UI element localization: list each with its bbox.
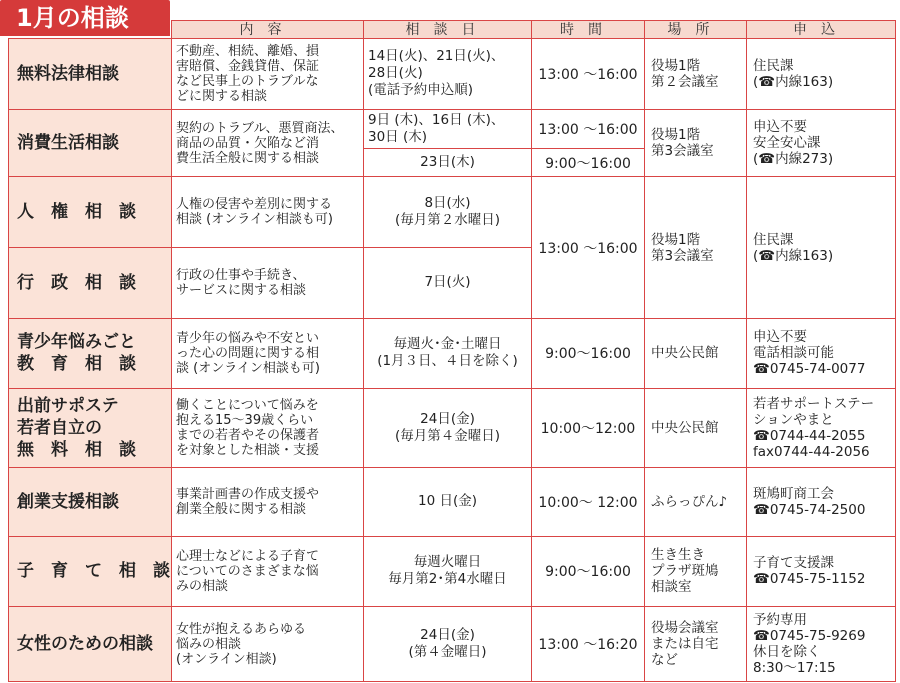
table-row: [9, 39, 896, 110]
apply-line: 申込不要: [753, 329, 807, 346]
apply-cell: [747, 607, 896, 682]
description-line: 相談 (オンライン相談も可): [176, 212, 333, 228]
apply-line: fax0744-44-2056: [753, 444, 870, 461]
table-header-row: [9, 21, 896, 39]
description-line: など民事上のトラブルな: [176, 73, 319, 89]
apply-line: 斑鳩町商工会: [753, 485, 834, 502]
date-cell: [364, 607, 532, 682]
category-cell: [9, 468, 172, 537]
header-corner: [9, 21, 172, 39]
date-line: 毎週火曜日: [413, 554, 482, 571]
category-cell: [9, 536, 172, 607]
place-line: 相談室: [651, 579, 692, 596]
date-line: (電話予約申込順): [368, 82, 474, 99]
date-cell: [364, 536, 532, 607]
place-line: 第3会議室: [651, 247, 714, 264]
date-line: (第４金曜日): [408, 644, 487, 661]
column-header-date: 相談日: [364, 21, 532, 39]
description-line: 抱える15〜39歳くらい: [176, 413, 314, 429]
apply-line: 休日を除く: [753, 644, 821, 661]
place-cell: [645, 607, 747, 682]
place-line: 役場会議室: [651, 620, 719, 637]
place-line: 生き生き: [651, 547, 705, 564]
place-cell: 中央公民館: [645, 389, 747, 468]
description-cell: [172, 177, 364, 248]
apply-line: 8:30〜17:15: [753, 660, 836, 677]
column-header-apply: 申込: [747, 21, 896, 39]
description-line: (オンライン相談): [176, 651, 277, 667]
date-cell: [364, 109, 532, 148]
date-cell: 10 日(金): [364, 468, 532, 537]
place-cell: [645, 109, 747, 177]
description-line: 女性が抱えるあらゆる: [176, 621, 307, 637]
place-line: 役場1階: [651, 57, 701, 74]
category-label: 消費生活相談: [17, 133, 119, 154]
apply-cell: [747, 177, 896, 318]
description-line: までの若者やその保護者: [176, 428, 320, 444]
category-label: 若者自立の: [17, 418, 102, 439]
description-cell: [172, 39, 364, 110]
apply-line: ☎0745-74-0077: [753, 361, 866, 378]
description-line: みの相談: [176, 578, 229, 594]
place-line: 役場1階: [651, 231, 701, 248]
date-line: 14日(火)、21日(火)、: [368, 48, 505, 65]
date-line: 30日 (木): [368, 128, 428, 145]
column-header-content: 内容: [172, 21, 364, 39]
time-cell: 10:00〜 12:00: [532, 468, 645, 537]
apply-line: ションやまと: [753, 412, 834, 429]
consultation-table: [8, 20, 896, 682]
description-line: 事業計画書の作成支援や: [176, 486, 320, 502]
date-cell: [364, 39, 532, 110]
date-cell: 7日(火): [364, 248, 532, 319]
description-line: についてのさまざまな悩: [176, 563, 319, 579]
category-label: 教 育 相 談: [17, 354, 136, 375]
category-label: 創業支援相談: [17, 491, 119, 512]
date-line: 8日(水): [424, 195, 471, 212]
category-label: 出前サポステ: [17, 396, 119, 417]
description-cell: [172, 109, 364, 177]
description-line: 創業全般に関する相談: [176, 501, 307, 517]
description-cell: [172, 389, 364, 468]
description-line: 商品の品質・欠陥など消: [176, 135, 320, 151]
apply-cell: [747, 109, 896, 177]
category-cell: [9, 248, 172, 319]
apply-cell: [747, 318, 896, 389]
apply-cell: [747, 536, 896, 607]
apply-line: ☎0745-75-9269: [753, 628, 866, 645]
place-cell: 中央公民館: [645, 318, 747, 389]
description-line: 行政の仕事や手続き、: [176, 267, 306, 283]
table-row: [9, 389, 896, 468]
table-row: [9, 109, 896, 148]
apply-line: ☎0745-74-2500: [753, 501, 866, 518]
column-header-place: 場所: [645, 21, 747, 39]
date-line: (1月３日、４日を除く): [377, 353, 518, 370]
description-line: 害賠償、金銭貸借、保証: [176, 58, 320, 74]
time-cell: 10:00〜12:00: [532, 389, 645, 468]
table-row: [9, 468, 896, 537]
category-label: 行 政 相 談: [17, 272, 136, 293]
place-line: 第２会議室: [651, 73, 719, 90]
apply-line: 子育て支援課: [753, 555, 834, 572]
date-line: (毎月第４金曜日): [394, 428, 501, 445]
date-cell: [364, 177, 532, 248]
page-title: 1月の相談: [0, 0, 170, 36]
apply-cell: [747, 389, 896, 468]
category-cell: [9, 39, 172, 110]
category-label: 青少年悩みごと: [17, 332, 136, 353]
time-cell: 9:00〜16:00: [532, 318, 645, 389]
time-cell: 13:00 〜16:20: [532, 607, 645, 682]
category-cell: [9, 177, 172, 248]
apply-line: 申込不要: [753, 119, 807, 136]
category-cell: [9, 318, 172, 389]
apply-line: 住民課: [753, 57, 794, 74]
place-cell: [645, 39, 747, 110]
apply-line: ☎0745-75-1152: [753, 571, 866, 588]
description-line: 働くことについて悩みを: [176, 398, 319, 414]
description-cell: [172, 536, 364, 607]
category-label: 無 料 相 談: [17, 440, 136, 461]
category-cell: [9, 389, 172, 468]
apply-line: 住民課: [753, 231, 794, 248]
description-line: 心理士などによる子育て: [176, 548, 320, 564]
place-line: など: [651, 652, 678, 669]
description-cell: [172, 248, 364, 319]
time-cell: 13:00 〜16:00: [532, 39, 645, 110]
apply-line: 若者サポートステー: [753, 396, 875, 413]
apply-line: (☎内線163): [753, 247, 834, 264]
time-cell: 13:00 〜16:00: [532, 177, 645, 318]
description-line: 不動産、相続、離婚、損: [176, 43, 320, 59]
description-line: 青少年の悩みや不安とい: [176, 330, 320, 346]
time-cell: 13:00 〜16:00: [532, 109, 645, 148]
description-line: 人権の侵害や差別に関する: [176, 197, 333, 213]
apply-line: (☎内線273): [753, 151, 834, 168]
apply-cell: [747, 39, 896, 110]
date-cell: [364, 318, 532, 389]
description-line: サービスに関する相談: [176, 282, 307, 298]
date-line: 24日(金): [420, 627, 475, 644]
date-line: 9日 (木)、16日 (木)、: [368, 111, 505, 128]
place-cell: ふらっぴん♪: [645, 468, 747, 537]
date-line: 24日(金): [420, 411, 475, 428]
date-cell: [364, 389, 532, 468]
time-cell: 9:00〜16:00: [532, 149, 645, 177]
category-label: 女性のための相談: [17, 634, 153, 655]
table-row: [9, 177, 896, 248]
place-cell: [645, 536, 747, 607]
column-header-time: 時間: [532, 21, 645, 39]
date-line: 毎月第2･第4水曜日: [388, 571, 507, 588]
apply-line: ☎0744-44-2055: [753, 428, 866, 445]
description-cell: [172, 318, 364, 389]
place-cell: [645, 177, 747, 318]
apply-line: 電話相談可能: [753, 345, 834, 362]
description-cell: [172, 607, 364, 682]
apply-cell: [747, 468, 896, 537]
category-cell: [9, 607, 172, 682]
date-cell: 23日(木): [364, 149, 532, 177]
apply-line: 予約専用: [753, 612, 807, 629]
apply-line: 安全安心課: [753, 135, 821, 152]
category-label: 子 育 て 相 談: [17, 561, 170, 582]
time-cell: 9:00〜16:00: [532, 536, 645, 607]
table-row: [9, 536, 896, 607]
place-line: 役場1階: [651, 127, 701, 144]
table-row: [9, 607, 896, 682]
date-line: (毎月第２水曜日): [394, 212, 501, 229]
place-line: 第3会議室: [651, 143, 714, 160]
description-line: 談 (オンライン相談も可): [176, 360, 320, 376]
description-line: を対象とした相談・支援: [176, 443, 320, 459]
category-label: 無料法律相談: [17, 63, 119, 84]
category-label: 人 権 相 談: [17, 202, 136, 223]
description-line: 悩みの相談: [176, 636, 242, 652]
place-line: または自宅: [651, 636, 719, 653]
description-line: 費生活全般に関する相談: [176, 150, 320, 166]
description-cell: [172, 468, 364, 537]
description-line: 契約のトラブル、悪質商法、: [176, 120, 344, 136]
place-line: プラザ斑鳩: [651, 563, 719, 580]
date-line: 毎週火･金･土曜日: [393, 336, 502, 353]
description-line: った心の問題に関する相: [176, 345, 320, 361]
description-line: どに関する相談: [176, 88, 268, 104]
apply-line: (☎内線163): [753, 73, 834, 90]
date-line: 28日(火): [368, 65, 423, 82]
category-cell: [9, 109, 172, 177]
table-row: [9, 318, 896, 389]
